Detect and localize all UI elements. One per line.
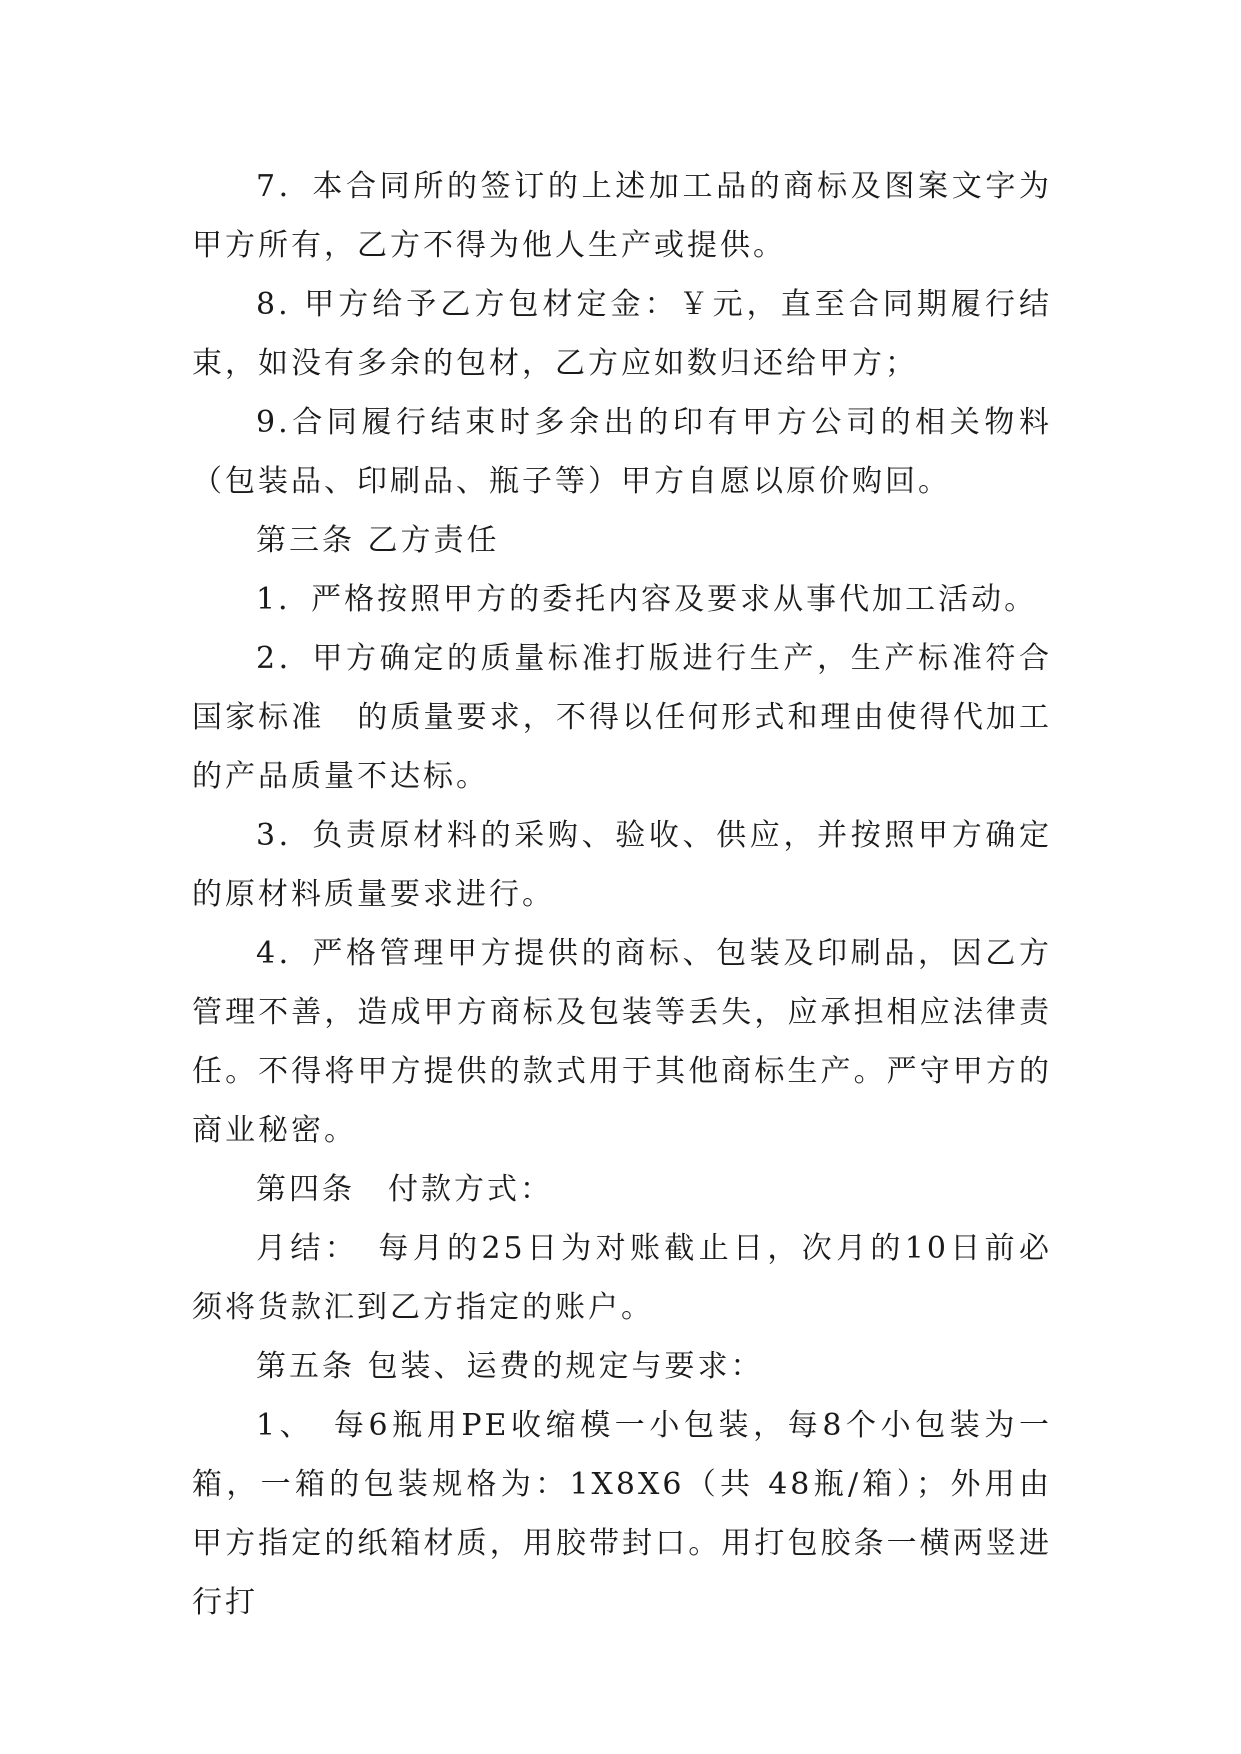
document-body — [192, 157, 1052, 1632]
paragraph-party-b-4: 4．严格管理甲方提供的商标、包装及印刷品，因乙方管理不善，造成甲方商标及包装等丢失，应承担相应法律责任。不得将甲方提供的款式用于其他商标生产。严守甲方的商业秘密。 — [192, 936, 1052, 1148]
section-heading-article-5: 第五条 包装、运费的规定与要求： — [256, 1349, 764, 1384]
paragraph-party-b-3: 3．负责原材料的采购、验收、供应，并按照甲方确定的原材料质量要求进行。 — [192, 818, 1052, 912]
paragraph-clause-9: 9.合同履行结束时多余出的印有甲方公司的相关物料（包装品、印刷品、瓶子等）甲方自愿以原价购回。 — [192, 405, 1052, 499]
paragraph-party-b-2: 2．甲方确定的质量标准打版进行生产，生产标准符合国家标准 的质量要求，不得以任何形式和理由使得代加工的产品质量不达标。 — [192, 641, 1052, 794]
section-heading-article-4: 第四条 付款方式： — [256, 1172, 553, 1207]
paragraph-packaging-1: 1、 每6瓶用PE收缩模一小包装，每8个小包装为一箱，一箱的包装规格为：1X8X6（共 48瓶/箱）；外用由甲方指定的纸箱材质，用胶带封口。用打包胶条一横两竖进行打 — [192, 1408, 1052, 1620]
paragraph-clause-8: 8. 甲方给予乙方包材定金：￥元，直至合同期履行结束，如没有多余的包材，乙方应如数归还给甲方； — [192, 287, 1052, 381]
paragraph-payment-monthly: 月结： 每月的25日为对账截止日，次月的10日前必须将货款汇到乙方指定的账户。 — [192, 1231, 1052, 1325]
paragraph-clause-7: 7．本合同所的签订的上述加工品的商标及图案文字为甲方所有，乙方不得为他人生产或提供。 — [192, 169, 1052, 263]
section-heading-article-3: 第三条 乙方责任 — [256, 523, 500, 558]
paragraph-party-b-1: 1．严格按照甲方的委托内容及要求从事代加工活动。 — [256, 582, 1038, 617]
